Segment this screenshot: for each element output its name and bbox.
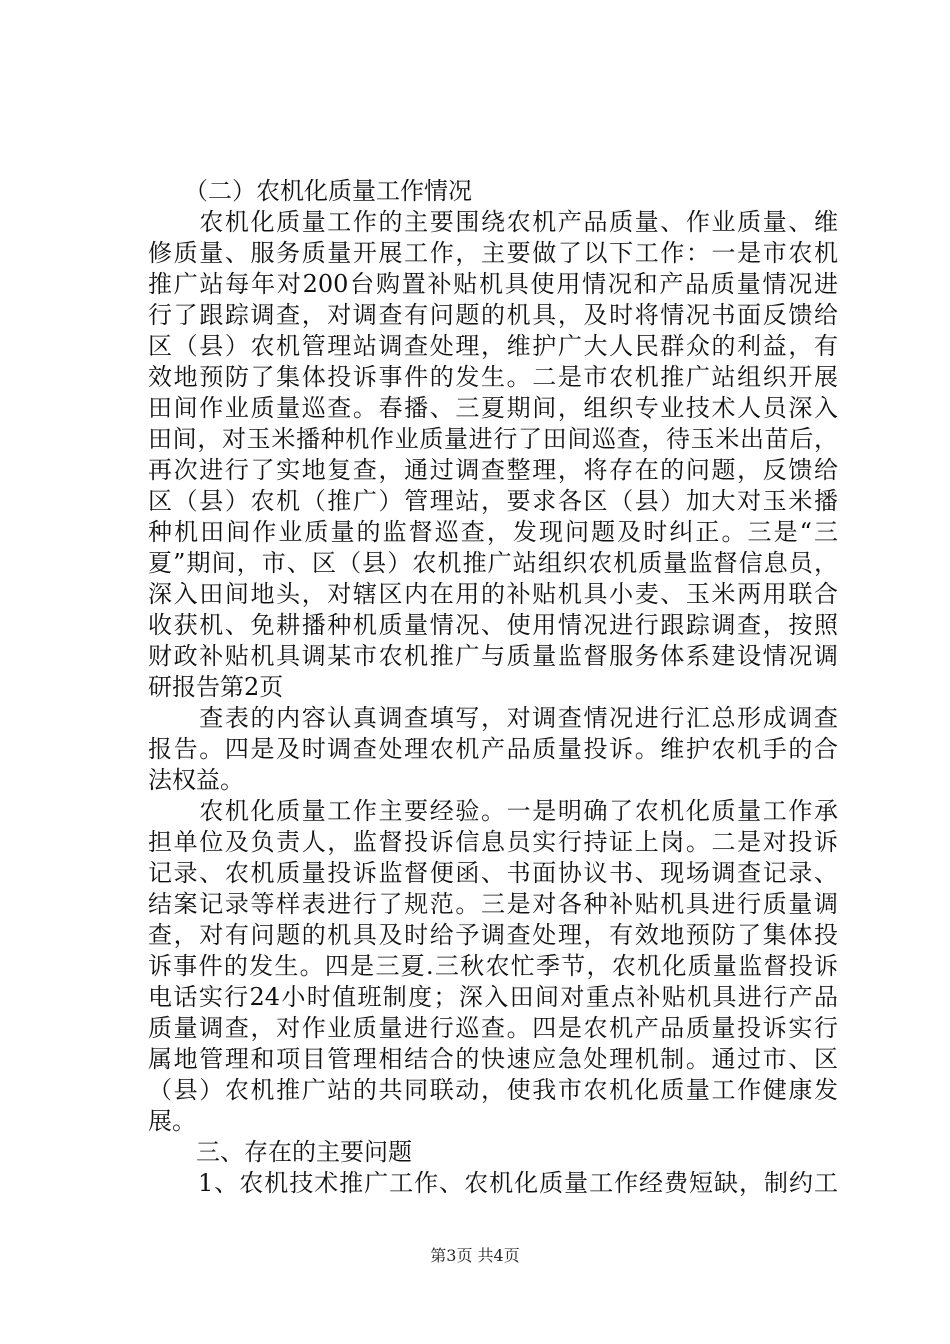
text-line: 展。 xyxy=(148,1107,196,1135)
text-line: 电话实行24小时值班制度；深入田间对重点补贴机具进行产品 xyxy=(148,983,838,1011)
text-line: 担单位及负责人，监督投诉信息员实行持证上岗。二是对投诉 xyxy=(148,828,838,856)
text-line: 修质量、服务质量开展工作，主要做了以下工作：一是市农机 xyxy=(148,239,838,267)
text-line: 种机田间作业质量的监督巡查，发现问题及时纠正。三是“三 xyxy=(148,518,838,546)
text-line: 田间，对玉米播种机作业质量进行了田间巡查，待玉米出苗后， xyxy=(148,425,838,453)
text-line: 质量调查，对作业质量进行巡查。四是农机产品质量投诉实行 xyxy=(148,1014,838,1042)
text-line: 查表的内容认真调查填写，对调查情况进行汇总形成调查 xyxy=(148,704,838,732)
section-heading: 三、存在的主要问题 xyxy=(148,1138,412,1166)
text-line: 再次进行了实地复查，通过调查整理，将存在的问题，反馈给 xyxy=(148,456,838,484)
text-line: 行了跟踪调查，对调查有问题的机具，及时将情况书面反馈给 xyxy=(148,301,838,329)
text-line: 区（县）农机管理站调查处理，维护广大人民群众的利益，有 xyxy=(148,332,838,360)
text-line: 收获机、免耕播种机质量情况、使用情况进行跟踪调查，按照 xyxy=(148,611,838,639)
text-line: 夏”期间，市、区（县）农机推广站组织农机质量监督信息员， xyxy=(148,549,838,577)
text-line: 效地预防了集体投诉事件的发生。二是市农机推广站组织开展 xyxy=(148,363,838,391)
text-line: 农机化质量工作的主要围绕农机产品质量、作业质量、维 xyxy=(148,208,838,236)
text-line: 法权益。 xyxy=(148,766,244,794)
text-line: 深入田间地头，对辖区内在用的补贴机具小麦、玉米两用联合 xyxy=(148,580,838,608)
text-line: 查，对有问题的机具及时给予调查处理，有效地预防了集体投 xyxy=(148,921,838,949)
text-line: 1、农机技术推广工作、农机化质量工作经费短缺，制约工 xyxy=(148,1169,838,1197)
text-line: 推广站每年对200台购置补贴机具使用情况和产品质量情况进 xyxy=(148,270,838,298)
page-number-footer: 第3页 共4页 xyxy=(430,1246,520,1265)
text-line: 结案记录等样表进行了规范。三是对各种补贴机具进行质量调 xyxy=(148,890,838,918)
text-line: 诉事件的发生。四是三夏.三秋农忙季节，农机化质量监督投诉 xyxy=(148,952,838,980)
text-line: 属地管理和项目管理相结合的快速应急处理机制。通过市、区 xyxy=(148,1045,838,1073)
text-line: 报告。四是及时调查处理农机产品质量投诉。维护农机手的合 xyxy=(148,735,838,763)
section-heading: （二）农机化质量工作情况 xyxy=(148,177,472,205)
text-line: 田间作业质量巡查。春播、三夏期间，组织专业技术人员深入 xyxy=(148,394,838,422)
text-line: 农机化质量工作主要经验。一是明确了农机化质量工作承 xyxy=(148,797,838,825)
text-line: 财政补贴机具调某市农机推广与质量监督服务体系建设情况调 xyxy=(148,642,838,670)
text-line: （县）农机推广站的共同联动，使我市农机化质量工作健康发 xyxy=(148,1076,838,1104)
text-line: 区（县）农机（推广）管理站，要求各区（县）加大对玉米播 xyxy=(148,487,838,515)
text-line: 记录、农机质量投诉监督便函、书面协议书、现场调查记录、 xyxy=(148,859,838,887)
text-line: 研报告第2页 xyxy=(148,673,284,701)
